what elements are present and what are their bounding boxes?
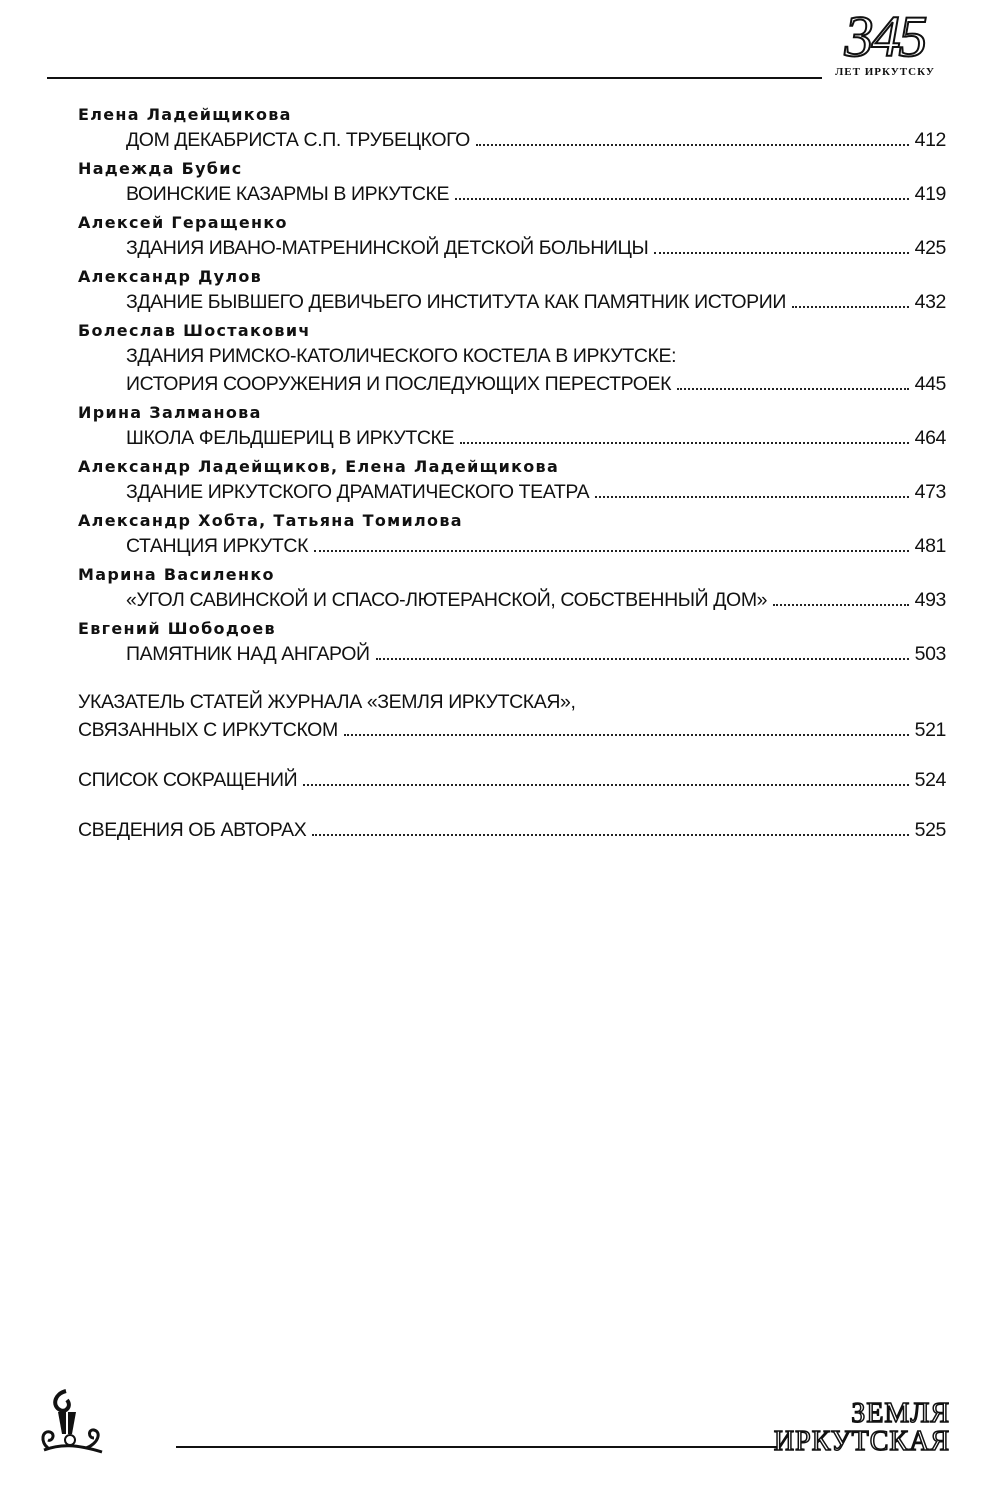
footer-rule <box>176 1446 778 1448</box>
logo-subtitle: ЛЕТ ИРКУТСКУ <box>835 66 935 78</box>
toc-line <box>78 370 946 398</box>
toc-entry <box>78 104 946 154</box>
page-number: 419 <box>914 183 946 205</box>
toc-line <box>78 816 946 844</box>
table-of-contents <box>78 104 946 866</box>
dot-leader <box>792 306 909 308</box>
toc-line <box>78 234 946 262</box>
dot-leader <box>460 442 909 444</box>
toc-entry <box>78 402 946 452</box>
dot-leader <box>773 604 909 606</box>
toc-section-entry <box>78 688 946 744</box>
entry-author: Евгений Шободоев <box>78 619 276 638</box>
toc-entry <box>78 266 946 316</box>
toc-entries <box>78 104 946 668</box>
toc-section-entry <box>78 766 946 794</box>
entry-title: ЗДАНИЕ ИРКУТСКОГО ДРАМАТИЧЕСКОГО ТЕАТРА <box>126 481 590 503</box>
toc-entry <box>78 618 946 668</box>
page-number: 493 <box>914 589 946 611</box>
entry-author: Марина Василенко <box>78 565 275 584</box>
entry-title: ШКОЛА ФЕЛЬДШЕРИЦ В ИРКУТСКЕ <box>126 427 455 449</box>
toc-line <box>78 688 946 716</box>
dot-leader <box>455 198 909 200</box>
toc-line <box>78 640 946 668</box>
journal-logo-line1: ЗЕМЛЯ <box>851 1398 950 1429</box>
entry-author: Болеслав Шостакович <box>78 321 311 340</box>
entry-title: ИСТОРИЯ СООРУЖЕНИЯ И ПОСЛЕДУЮЩИХ ПЕРЕСТРОЕК <box>126 373 672 395</box>
page-number: 524 <box>914 769 946 791</box>
toc-section-entry <box>78 816 946 844</box>
toc-entry <box>78 158 946 208</box>
toc-entry <box>78 320 946 398</box>
logo-number: 345 <box>844 4 926 69</box>
entry-title: СВЕДЕНИЯ ОБ АВТОРАХ <box>78 819 307 841</box>
dot-leader <box>677 388 909 390</box>
toc-line <box>78 424 946 452</box>
entry-author: Елена Ладейщикова <box>78 105 292 124</box>
page-number: 521 <box>914 719 946 741</box>
entry-title: УКАЗАТЕЛЬ СТАТЕЙ ЖУРНАЛА «ЗЕМЛЯ ИРКУТСКАЯ», <box>78 691 576 713</box>
entry-title: ПАМЯТНИК НАД АНГАРОЙ <box>126 643 370 665</box>
toc-line <box>78 478 946 506</box>
page-number: 525 <box>914 819 946 841</box>
entry-title: ДОМ ДЕКАБРИСТА С.П. ТРУБЕЦКОГО <box>126 129 470 151</box>
toc-line <box>78 342 946 370</box>
entry-title: ВОИНСКИЕ КАЗАРМЫ В ИРКУТСКЕ <box>126 183 450 205</box>
toc-line <box>78 586 946 614</box>
entry-title: «УГОЛ САВИНСКОЙ И СПАСО-ЛЮТЕРАНСКОЙ, СОБСТВЕННЫЙ ДОМ» <box>126 589 768 611</box>
dot-leader <box>476 144 909 146</box>
entry-author: Ирина Залманова <box>78 403 262 422</box>
page-number: 473 <box>914 481 946 503</box>
entry-title: ЗДАНИЕ БЫВШЕГО ДЕВИЧЬЕГО ИНСТИТУТА КАК ПАМЯТНИК ИСТОРИИ <box>126 291 787 313</box>
toc-line <box>78 532 946 560</box>
page-number: 445 <box>914 373 946 395</box>
toc-line <box>78 766 946 794</box>
page-number: 503 <box>914 643 946 665</box>
toc-line <box>78 288 946 316</box>
entry-author: Александр Хобта, Татьяна Томилова <box>78 511 463 530</box>
toc-entry <box>78 456 946 506</box>
toc-line <box>78 126 946 154</box>
page-number: 432 <box>914 291 946 313</box>
entry-author: Надежда Бубис <box>78 159 243 178</box>
toc-line <box>78 180 946 208</box>
toc-entry <box>78 212 946 262</box>
journal-logo <box>774 1400 950 1456</box>
page-number: 464 <box>914 427 946 449</box>
toc-line <box>78 716 946 744</box>
entry-title: СПИСОК СОКРАЩЕНИЙ <box>78 769 298 791</box>
dot-leader <box>303 784 908 786</box>
toc-tail <box>78 688 946 844</box>
dot-leader <box>376 658 909 660</box>
page-number: 481 <box>914 535 946 557</box>
dot-leader <box>344 734 909 736</box>
entry-title: СВЯЗАННЫХ С ИРКУТСКОМ <box>78 719 338 741</box>
page-number: 412 <box>914 129 946 151</box>
entry-author: Александр Дулов <box>78 267 263 286</box>
anniversary-logo <box>825 4 945 78</box>
dot-leader <box>312 834 908 836</box>
entry-title: СТАНЦИЯ ИРКУТСК <box>126 535 309 557</box>
entry-title: ЗДАНИЯ РИМСКО-КАТОЛИЧЕСКОГО КОСТЕЛА В ИРКУТСКЕ: <box>126 345 677 367</box>
header-rule <box>47 77 822 79</box>
toc-entry <box>78 510 946 560</box>
page-number: 425 <box>914 237 946 259</box>
journal-logo-line2: ИРКУТСКАЯ <box>773 1426 950 1457</box>
ornament-icon <box>36 1386 108 1461</box>
dot-leader <box>314 550 909 552</box>
entry-title: ЗДАНИЯ ИВАНО-МАТРЕНИНСКОЙ ДЕТСКОЙ БОЛЬНИЦЫ <box>126 237 649 259</box>
dot-leader <box>654 252 908 254</box>
entry-author: Алексей Геращенко <box>78 213 288 232</box>
entry-author: Александр Ладейщиков, Елена Ладейщикова <box>78 457 560 476</box>
dot-leader <box>595 496 908 498</box>
toc-entry <box>78 564 946 614</box>
